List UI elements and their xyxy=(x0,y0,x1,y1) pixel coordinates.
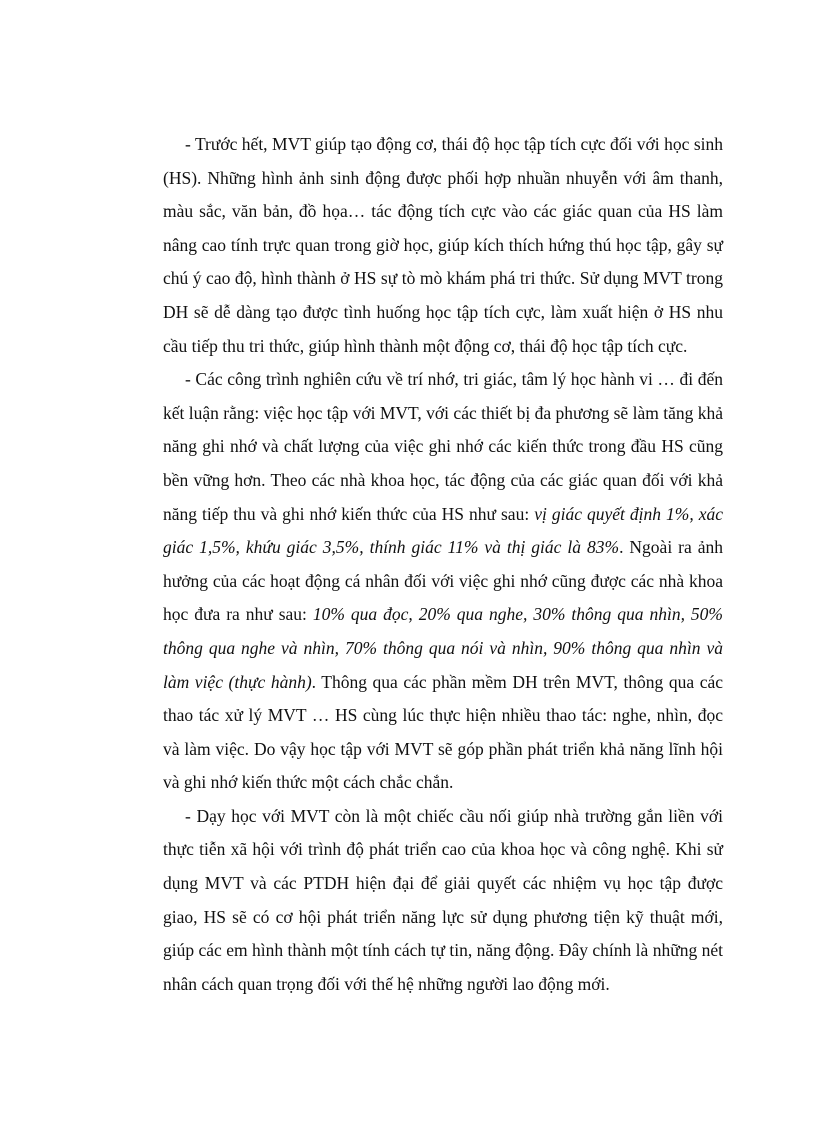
italic-activity-percentages: 10% qua đọc, 20% qua nghe, 30% thông qua nhìn, 50% thông qua nghe và nhìn, 70% thông qua nói và nhìn, 90% thông qua nhìn và làm việc (thực hành) xyxy=(163,604,723,692)
paragraph-text: . Ngoài ra ảnh hưởng của các hoạt động cá nhân đối với việc ghi nhớ cũng được các nhà khoa học đưa ra như sau: xyxy=(163,537,723,625)
paragraph-text: - Các công trình nghiên cứu về trí nhớ, tri giác, tâm lý học hành vi … đi đến kết luận rằng: việc học tập với MVT, với các thiết bị đa phương sẽ làm tăng khả năng ghi nhớ và chất lượng của việc ghi nhớ các kiến thức trong đầu HS cũng bền vững hơn. Theo các nhà khoa học, tác động của các giác quan đối với khả năng tiếp thu và ghi nhớ kiến thức của HS như sau: xyxy=(163,369,723,524)
paragraph-memory-research xyxy=(163,363,723,800)
paragraph-text: - Dạy học với MVT còn là một chiếc cầu nối giúp nhà trường gắn liền với thực tiễn xã hội với trình độ phát triển cao của khoa học và công nghệ. Khi sử dụng MVT và các PTDH hiện đại để giải quyết các nhiệm vụ học tập được giao, HS sẽ có cơ hội phát triển năng lực sử dụng phương tiện kỹ thuật mới, giúp các em hình thành một tính cách tự tin, năng động. Đây chính là những nét nhân cách quan trọng đối với thế hệ những người lao động mới. xyxy=(163,805,723,994)
italic-senses-percentages: vị giác quyết định 1%, xác giác 1,5%, khứu giác 3,5%, thính giác 11% và thị giác là 83% xyxy=(163,503,724,558)
paragraph-text: . Thông qua các phần mềm DH trên MVT, thông qua các thao tác xử lý MVT … HS cùng lúc thực hiện nhiều thao tác: nghe, nhìn, đọc và làm việc. Do vậy học tập với MVT sẽ góp phần phát triển khả năng lĩnh hội và ghi nhớ kiến thức một cách chắc chắn. xyxy=(163,671,723,793)
paragraph-motivation xyxy=(163,128,723,363)
paragraph-text: - Trước hết, MVT giúp tạo động cơ, thái độ học tập tích cực đối với học sinh (HS). Những hình ảnh sinh động được phối hợp nhuần nhuyễn với âm thanh, màu sắc, văn bản, đồ họa… tác động tích cực vào các giác quan của HS làm nâng cao tính trực quan trong giờ học, giúp kích thích hứng thú học tập, gây sự chú ý cao độ, hình thành ở HS sự tò mò khám phá tri thức. Sử dụng MVT trong DH sẽ dễ dàng tạo được tình huống học tập tích cực, làm xuất hiện ở HS nhu cầu tiếp thu tri thức, giúp hình thành một động cơ, thái độ học tập tích cực. xyxy=(163,134,723,356)
document-page xyxy=(163,128,723,1001)
paragraph-bridge xyxy=(163,800,723,1002)
